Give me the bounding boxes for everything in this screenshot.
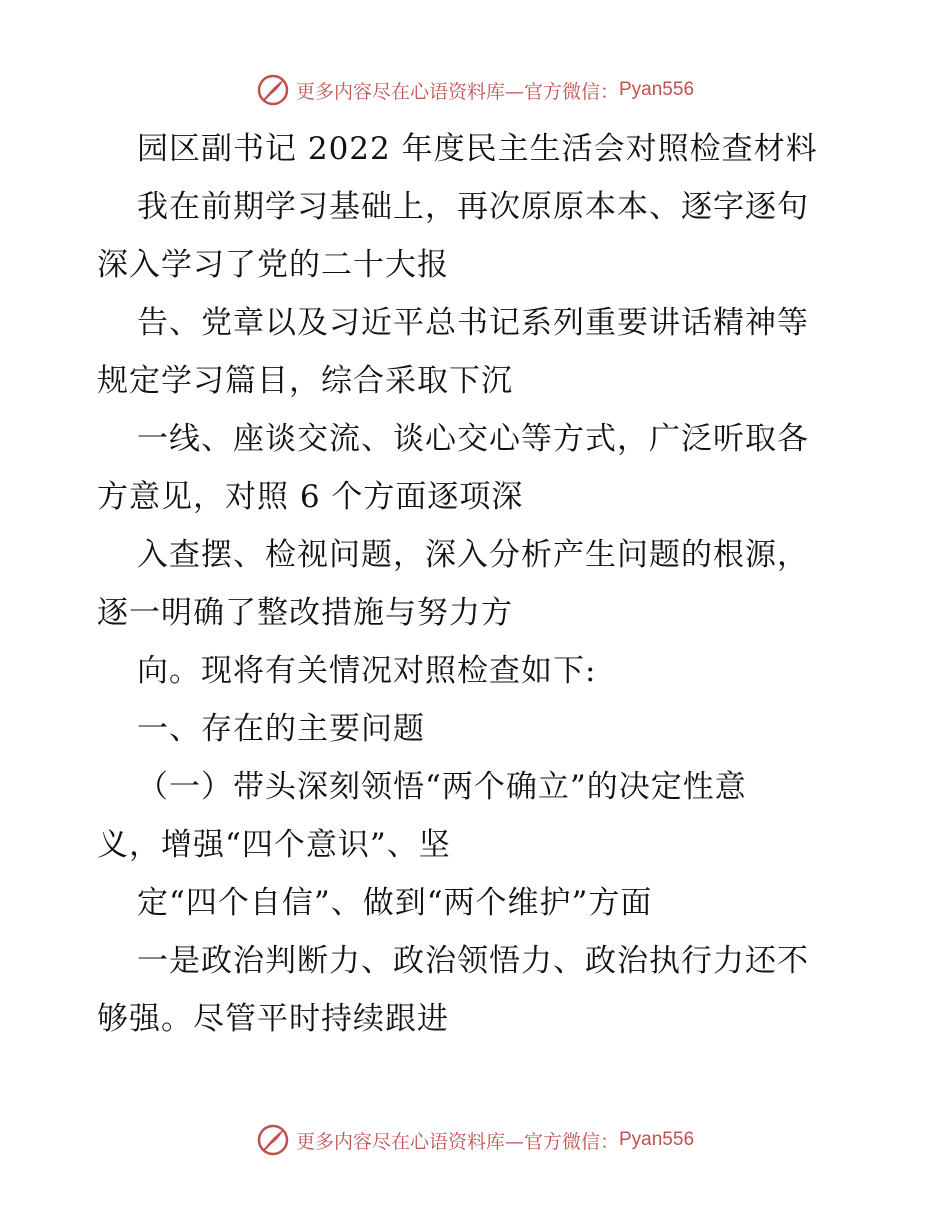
feather-pen-circle-icon <box>256 73 290 107</box>
banner-text: 更多内容尽在心语资料库—官方微信： <box>295 80 619 103</box>
banner-wechat-id: Pyan556 <box>619 1129 695 1150</box>
paragraph-line: 方意见，对照 6 个方面逐项深 <box>97 479 524 515</box>
paragraph-line: 一线、座谈交流、谈心交心等方式，广泛听取各 <box>137 421 809 457</box>
paragraph-line: 入查摆、检视问题，深入分析产生问题的根源， <box>137 537 809 573</box>
paragraph-line: 够强。尽管平时持续跟进 <box>97 1001 449 1037</box>
header-banner <box>0 70 950 110</box>
paragraph-line: 规定学习篇目，综合采取下沉 <box>97 363 513 399</box>
feather-pen-circle-icon <box>256 1123 290 1157</box>
banner-text: 更多内容尽在心语资料库—官方微信： <box>295 1130 619 1153</box>
subsection-heading: 义，增强“四个意识”、坚 <box>97 827 451 863</box>
paragraph-line: 我在前期学习基础上，再次原原本本、逐字逐句 <box>137 189 809 225</box>
document-title: 园区副书记 2022 年度民主生活会对照检查材料 <box>137 131 818 167</box>
banner-wechat-id: Pyan556 <box>619 79 695 100</box>
document-body <box>97 120 857 1048</box>
section-heading: 一、存在的主要问题 <box>137 711 425 747</box>
paragraph-line: 逐一明确了整改措施与努力方 <box>97 595 513 631</box>
subsection-heading: （一）带头深刻领悟“两个确立”的决定性意 <box>137 769 747 805</box>
footer-banner <box>0 1120 950 1160</box>
paragraph-line: 深入学习了党的二十大报 <box>97 247 449 283</box>
paragraph-line: 一是政治判断力、政治领悟力、政治执行力还不 <box>137 943 809 979</box>
paragraph-line: 告、党章以及习近平总书记系列重要讲话精神等 <box>137 305 809 341</box>
subsection-heading: 定“四个自信”、做到“两个维护”方面 <box>137 885 653 921</box>
paragraph-line: 向。现将有关情况对照检查如下: <box>137 653 597 689</box>
